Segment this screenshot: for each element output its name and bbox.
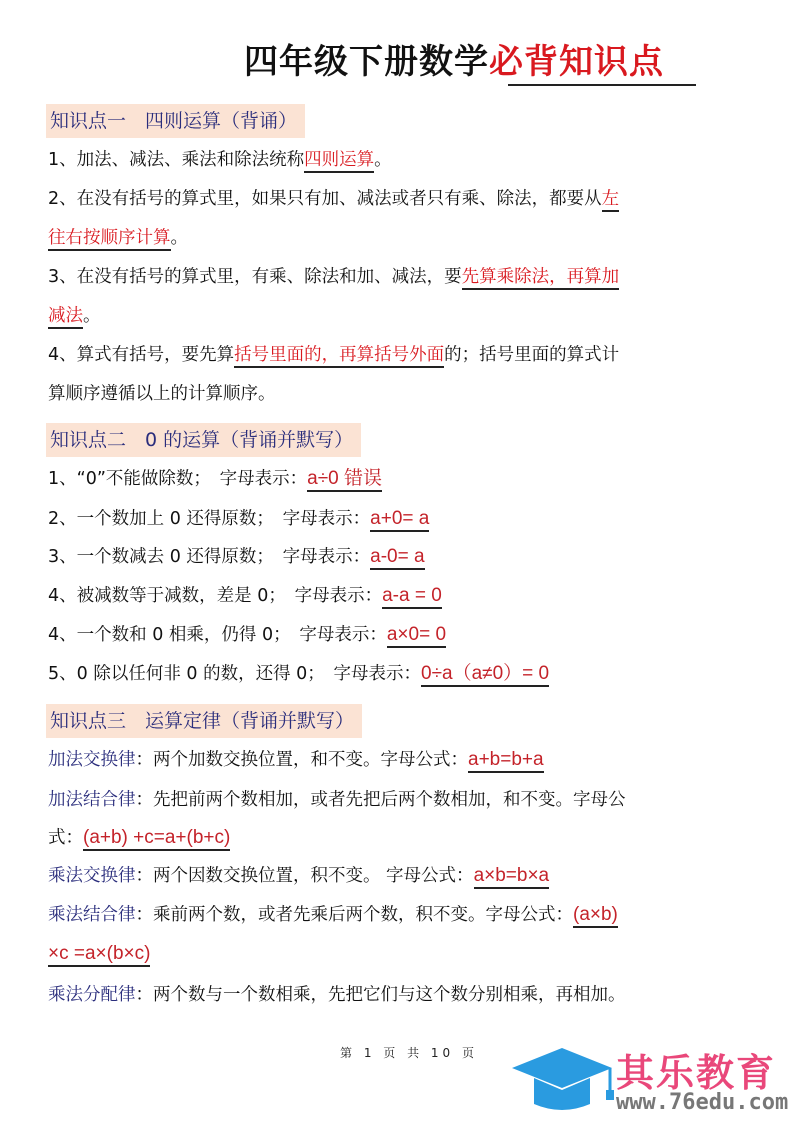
section-heading-1: 知识点一 四则运算（背诵）: [46, 104, 305, 138]
title-red: 必背知识点: [489, 42, 664, 82]
list-item: 乘法结合律：乘前两个数，或者先乘后两个数，积不变。字母公式：(a×b): [48, 903, 618, 927]
list-item: ×c =a×(b×c): [48, 942, 150, 966]
page-title: [244, 40, 664, 84]
list-item: 1、“0”不能做除数； 字母表示：a÷0 错误: [48, 467, 382, 491]
list-item: 乘法交换律：两个因数交换位置，积不变。 字母公式：a×b=b×a: [48, 864, 549, 888]
list-item: 4、算式有括号，要先算括号里面的，再算括号外面的；括号里面的算式计: [48, 343, 619, 367]
section-heading-2: 知识点二 0 的运算（背诵并默写）: [46, 423, 361, 457]
title-black: 四年级下册数学: [244, 42, 489, 82]
list-item: 3、一个数减去 0 还得原数； 字母表示：a-0= a: [48, 545, 425, 569]
list-item: 2、在没有括号的算式里，如果只有加、减法或者只有乘、除法，都要从左: [48, 187, 619, 211]
list-item: 3、在没有括号的算式里，有乘、除法和加、减法，要先算乘除法，再算加: [48, 265, 619, 289]
list-item: 往右按顺序计算。: [48, 226, 188, 250]
list-item: 1、加法、减法、乘法和除法统称四则运算。: [48, 148, 392, 172]
list-item: 减法。: [48, 304, 101, 328]
list-item: 5、0 除以任何非 0 的数，还得 0； 字母表示：0÷a（a≠0）= 0: [48, 662, 549, 686]
list-item: 2、一个数加上 0 还得原数； 字母表示：a+0= a: [48, 507, 429, 531]
section-heading-3: 知识点三 运算定律（背诵并默写）: [46, 704, 362, 738]
list-item: 算顺序遵循以上的计算顺序。: [48, 384, 276, 404]
list-item: 加法结合律：先把前两个数相加，或者先把后两个数相加，和不变。字母公: [48, 790, 626, 810]
list-item: 4、一个数和 0 相乘，仍得 0； 字母表示：a×0= 0: [48, 623, 446, 647]
page-number: 第 1 页 共 10 页: [340, 1046, 478, 1060]
list-item: 式：(a+b) +c=a+(b+c): [48, 826, 230, 850]
watermark-name: 其乐教育: [616, 1051, 777, 1095]
list-item: 加法交换律：两个加数交换位置，和不变。字母公式：a+b=b+a: [48, 748, 544, 772]
list-item: 4、被减数等于减数，差是 0； 字母表示：a-a = 0: [48, 584, 442, 608]
title-underline: [508, 84, 696, 86]
watermark-url: www.76edu.com: [616, 1090, 789, 1115]
list-item: 乘法分配律：两个数与一个数相乘，先把它们与这个数分别相乘，再相加。: [48, 985, 626, 1005]
